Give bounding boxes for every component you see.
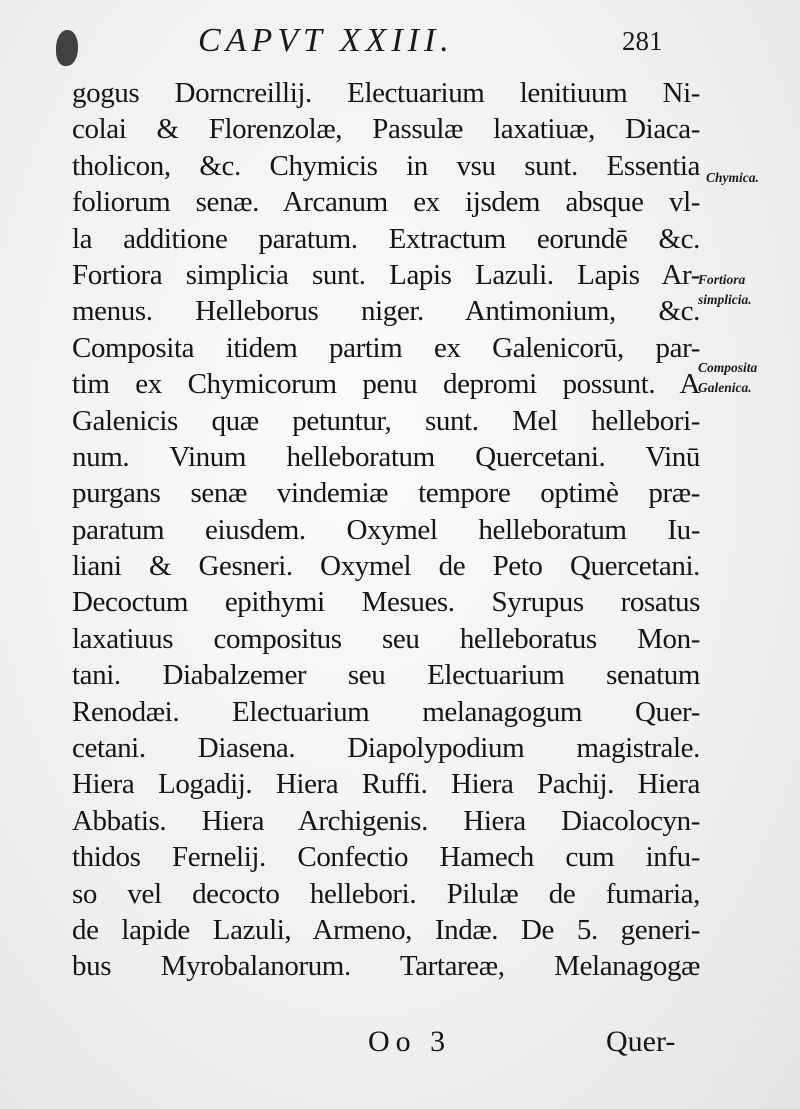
text-line: tani. Diabalzemer seu Electuarium senatum — [72, 659, 700, 692]
text-line: paratum eiusdem. Oxymel helleboratum Iu- — [72, 513, 700, 546]
margin-note-line: simplicia. — [698, 292, 752, 307]
text-line: Fortiora simplicia sunt. Lapis Lazuli. Lapis Ar- — [72, 258, 700, 291]
text-line: foliorum senæ. Arcanum ex ijsdem absque vl- — [72, 186, 700, 219]
text-line: Hiera Logadij. Hiera Ruffi. Hiera Pachij. Hiera — [72, 768, 700, 801]
text-line: tim ex Chymicorum penu depromi possunt. A — [72, 368, 700, 401]
catchword: Quer- — [606, 1025, 676, 1058]
text-line: Composita itidem partim ex Galenicorū, par- — [72, 331, 700, 364]
margin-note-chymica — [706, 168, 759, 188]
ink-blot — [56, 30, 78, 66]
margin-note-fortiora — [698, 270, 752, 310]
running-title: CAPVT XXIII. — [198, 22, 454, 59]
text-line: thidos Fernelij. Confectio Hamech cum infu- — [72, 841, 700, 874]
text-line: Galenicis quæ petuntur, sunt. Mel hellebori- — [72, 404, 700, 437]
body-text — [72, 75, 700, 985]
text-line: laxatiuus compositus seu helleboratus Mon- — [72, 622, 700, 655]
margin-note-line: Galenica. — [698, 380, 752, 395]
text-line: cetani. Diasena. Diapolypodium magistrale. — [72, 732, 700, 765]
text-line: liani & Gesneri. Oxymel de Peto Quercetani. — [72, 550, 700, 583]
text-line: tholicon, &c. Chymicis in vsu sunt. Essentia — [72, 149, 700, 182]
margin-note-line: Composita — [698, 360, 758, 375]
text-line: Abbatis. Hiera Archigenis. Hiera Diacolocyn- — [72, 804, 700, 837]
text-line: bus Myrobalanorum. Tartareæ, Melanagogæ — [72, 950, 700, 983]
text-line: purgans senæ vindemiæ tempore optimè præ- — [72, 477, 700, 510]
text-line: menus. Helleborus niger. Antimonium, &c. — [72, 295, 700, 328]
text-line: so vel decocto hellebori. Pilulæ de fumaria, — [72, 877, 700, 910]
margin-note-composita — [698, 358, 757, 398]
text-line: gogus Dorncreillij. Electuarium lenitiuum Ni- — [72, 77, 700, 109]
text-line: colai & Florenzolæ, Passulæ laxatiuæ, Diaca- — [72, 113, 700, 146]
text-line: Renodæi. Electuarium melanagogum Quer- — [72, 695, 700, 728]
margin-note-line: Chymica. — [706, 170, 759, 185]
text-line: de lapide Lazuli, Armeno, Indæ. De 5. generi- — [72, 913, 700, 946]
text-line: la additione paratum. Extractum eorundē &c. — [72, 222, 700, 255]
margin-note-line: Fortiora — [698, 272, 746, 287]
text-line: num. Vinum helleboratum Quercetani. Vinū — [72, 440, 700, 473]
text-line: Decoctum epithymi Mesues. Syrupus rosatus — [72, 586, 700, 619]
signature-mark: Oo 3 — [368, 1025, 452, 1058]
page-number: 281 — [622, 26, 663, 56]
